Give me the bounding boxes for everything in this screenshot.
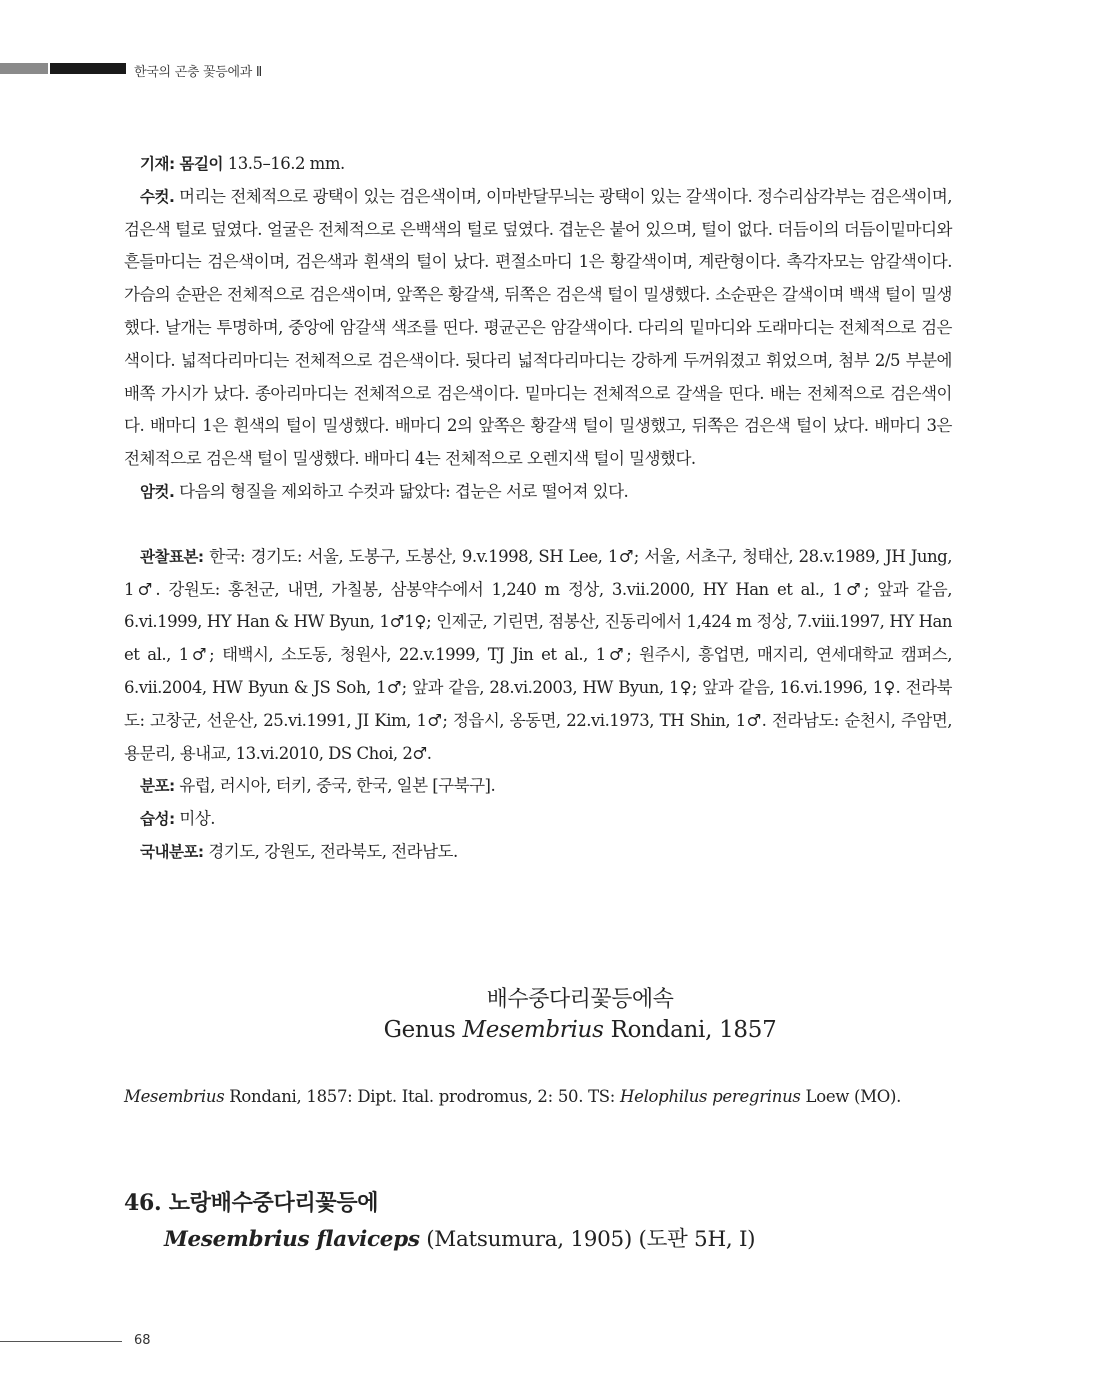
specimens-paragraph — [124, 541, 952, 771]
specimens-text: 한국: 경기도: 서울, 도봉구, 도봉산, 9.v.1998, SH Lee, 1♂; 서울, 서초구, 청태산, 28.v.1989, JH Jung, 1♂. 강원도: 홍천군, 내면, 가칠봉, 삼봉약수에서 1,240 m 정상, 3.vii.2000, HY Han et al., 1♂; 앞과 같음, 6.vi.1999, HY Han & HW Byun, 1♂1♀; 인제군, 기린면, 점봉산, 진동리에서 1,424 m 정상, 7.viii.1997, HY Han et al., 1♂; 태백시, 소도동, 청원사, 22.v.1999, TJ Jin et al., 1♂; 원주시, 흥업면, 매지리, 연세대학교 캠퍼스, 6.vii.2004, HW Byun & JS Soh, 1♂; 앞과 같음, 28.vi.2003, HW Byun, 1♀; 앞과 같음, 16.vi.1996, 1♀. 전라북도: 고창군, 선운산, 25.vi.1991, JI Kim, 1♂; 정읍시, 옹동면, 22.vi.1973, TH Shin, 1♂. 전라남도: 순천시, 주암면, 용문리, 용내교, 13.vi.2010, DS Choi, 2♂. — [124, 546, 952, 763]
male-label: 수컷. — [140, 187, 175, 206]
header-bar-gray — [0, 63, 48, 74]
domestic-text: 경기도, 강원도, 전라북도, 전라남도. — [203, 841, 458, 861]
genus-title-scientific — [0, 1017, 1100, 1043]
distribution-text: 유럽, 러시아, 터키, 중국, 한국, 일본 [구북구]. — [174, 776, 496, 796]
page-number: 68 — [134, 1333, 151, 1348]
ref-tail: Loew (MO). — [800, 1087, 902, 1106]
genus-author: Rondani, 1857 — [603, 1017, 777, 1043]
species-name-scientific: Mesembrius flaviceps — [164, 1227, 420, 1252]
distribution-paragraph — [124, 770, 952, 803]
genus-prefix: Genus — [383, 1017, 463, 1043]
running-header: 한국의 곤충 꽃등에과 Ⅱ — [134, 65, 262, 80]
domestic-label: 국내분포: — [140, 842, 204, 861]
species-scientific — [164, 1222, 755, 1253]
size-label: 기재: 몸길이 — [140, 155, 223, 173]
habit-label: 습성: — [140, 810, 175, 829]
species-heading — [124, 1186, 378, 1217]
specimens-label: 관찰표본: — [140, 547, 204, 566]
size-paragraph — [124, 148, 952, 181]
ref-text: Rondani, 1857: Dipt. Ital. prodromus, 2: 50. TS: — [224, 1087, 621, 1106]
habit-text: 미상. — [174, 809, 216, 829]
header-decoration — [0, 63, 130, 74]
distribution-label: 분포: — [140, 777, 175, 796]
genus-reference — [124, 1087, 952, 1106]
genus-name: Mesembrius — [462, 1017, 604, 1043]
species-author: (Matsumura, 1905) (도판 5H, I) — [419, 1227, 756, 1252]
male-text: 머리는 전체적으로 광택이 있는 검은색이며, 이마반달무늬는 광택이 있는 갈색이다. 정수리삼각부는 검은색이며, 검은색 털로 덮였다. 얼굴은 전체적으로 은백색의 털로 덮였다. 겹눈은 붙어 있으며, 털이 없다. 더듬이의 더듬이밑마디와 흔들마디는 검은색이며, 검은색과 흰색의 털이 났다. 편절소마디 1은 황갈색이며, 계란형이다. 촉각자모는 암갈색이다. 가슴의 순판은 전체적으로 검은색이며, 앞쪽은 황갈색, 뒤쪽은 검은색 털이 밀생했다. 소순판은 갈색이며 백색 털이 밀생했다. 날개는 투명하며, 중앙에 암갈색 색조를 띤다. 평균곤은 암갈색이다. 다리의 밑마디와 도래마디는 전체적으로 검은색이다. 넓적다리마디는 전체적으로 검은색이다. 뒷다리 넓적다리마디는 강하게 두꺼워졌고 휘었으며, 첨부 2/5 부분에 배쪽 가시가 났다. 종아리마디는 전체적으로 검은색이다. 밑마디는 전체적으로 갈색을 띤다. 배는 전체적으로 검은색이다. 배마디 1은 흰색의 털이 밀생했다. 배마디 2의 앞쪽은 황갈색 털이 밀생했고, 뒤쪽은 검은색 털이 났다. 배마디 3은 전체적으로 검은색 털이 밀생했다. 배마디 4는 전체적으로 오렌지색 털이 밀생했다. — [124, 186, 952, 469]
size-value: 13.5–16.2 mm. — [222, 154, 345, 173]
main-content — [124, 148, 952, 869]
female-label: 암컷. — [140, 482, 175, 501]
species-name-korean: 노랑배수중다리꽃등에 — [168, 1191, 379, 1216]
genus-title-korean: 배수중다리꽃등에속 — [486, 987, 674, 1012]
male-paragraph — [124, 181, 952, 476]
domestic-paragraph — [124, 836, 952, 869]
ref-type-species: Helophilus peregrinus — [620, 1087, 801, 1106]
female-paragraph — [124, 476, 952, 509]
habit-paragraph — [124, 803, 952, 836]
ref-genus: Mesembrius — [124, 1087, 225, 1106]
female-text: 다음의 형질을 제외하고 수컷과 닮았다: 겹눈은 서로 떨어져 있다. — [174, 481, 629, 501]
species-number: 46. — [124, 1190, 169, 1216]
footer-rule — [0, 1341, 122, 1342]
header-bar-black — [50, 63, 126, 74]
